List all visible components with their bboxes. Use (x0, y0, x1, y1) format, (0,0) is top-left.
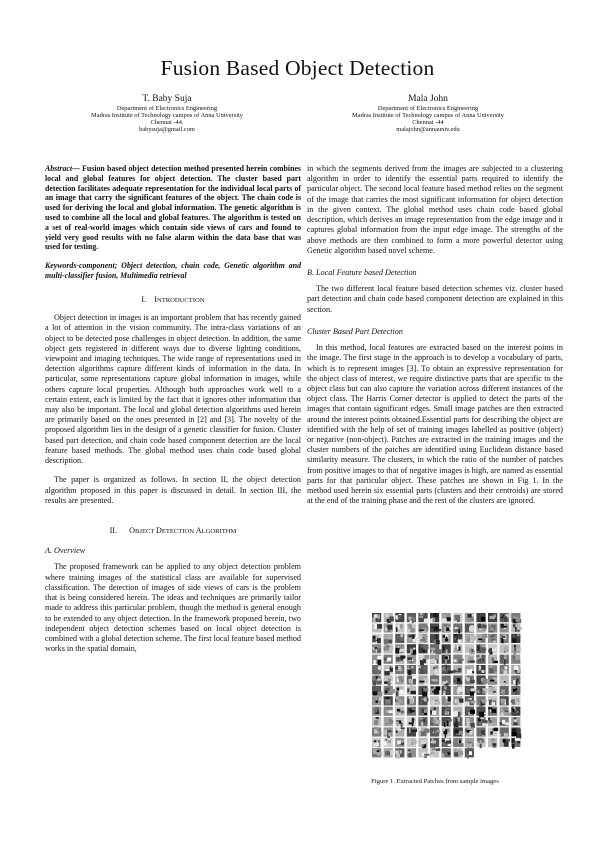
author-city: Chennai -44. (150, 118, 184, 126)
section-number: I. (141, 294, 147, 304)
author-name: T. Baby Suja (142, 94, 192, 104)
section-heading-initial: O (129, 526, 136, 536)
author-institution: Madras Institute of Technology campus of Anna University (352, 111, 504, 119)
keywords: Keywords-component; Object detection, chain code, Genetic algorithm and multi-classifier fusion, Multimedia retrieval (45, 261, 301, 280)
author-email: babysuja@gmail.com (139, 126, 195, 134)
abstract-body: Fusion based object detection method presented herein combines local and global features for object detection. The cluster based part detection facilitates adequate representation for the individual local parts of an image that carry the significant features of the object. The chain code is used for deriving the local and global information. The genetic algorithm is used to combine all the local and global features. The algorithm is tested on a set of real-world images which contain side views of cars and found to yield very good results with no false alarm within the data base that was used for testing. (45, 164, 301, 252)
section-heading-rest: LGORITHM (201, 528, 237, 536)
section-heading-rest: NTRODUCTION (156, 296, 205, 304)
figure-caption: Figure 1. Extracted Patches from sample images (371, 778, 499, 785)
left-column (45, 164, 301, 654)
section-heading-algorithm (45, 526, 301, 536)
patch-grid-image (371, 612, 523, 759)
section-heading-initial: I (154, 294, 157, 304)
section-heading-introduction (45, 295, 301, 305)
subsection-heading-overview: A. Overview (45, 546, 86, 556)
section-heading-initial: A (195, 526, 202, 536)
intro-paragraph-2: The paper is organized as follows. In section II, the object detection algorithm proposed in this paper is discussed in detail. In section III, the results are presented. (45, 475, 301, 505)
right-column (307, 164, 563, 507)
author-department: Department of Electronics Engineering (377, 104, 479, 112)
author-institution: Madras Institute of Technology campus of Anna University (91, 111, 243, 119)
section-heading-rest: ETECTION (161, 528, 196, 536)
author-name: Mala John (408, 94, 448, 104)
abstract-lead: Abstract— (45, 164, 80, 173)
overview-continued-paragraph: in which the segments derived from the images are subjected to a clustering algorithm in order to identify the essential parts required to identify the particular object. The second local feature based method relies on the segment of the image that carries the most significant information for object detection in the given context. The global method uses chain code based global description, which derives an image representation from the edge image and it captures global information from the input edge image. The strengths of the above methods are then combined to form a more powerful detector using Genetic algorithm based novel scheme. (307, 164, 563, 255)
figure-extracted-patches (371, 612, 523, 759)
author-city: Chennai -44 (412, 118, 444, 126)
local-features-paragraph: The two different local feature based detection schemes viz. cluster based part detection and chain code based component detection are explained in this section. (307, 284, 563, 314)
abstract (45, 164, 301, 252)
paper-title: Fusion Based Object Detection (160, 56, 435, 80)
author-block-2 (293, 94, 563, 133)
subsection-heading-cluster: Cluster Based Part Detection (307, 326, 403, 336)
author-department: Department of Electronics Engineering (116, 104, 218, 112)
section-heading-rest: BJECT (135, 528, 156, 536)
cluster-paragraph: In this method, local features are extracted based on the interest points in the image. The first stage in the approach is to develop a vocabulary of parts, which is to represent images [3]. To obtain an expressive representation for the object class of interest, we require distinctive parts that are specific to the object class but can also capture the variation across different instances of the object class. The Harris Corner detector is applied to detect the parts of the images that contain significant edges. Small image patches are then extracted around the interest points obtained.Essential parts for describing the object are identified with the help of set of training images labelled as positive (object) or negative (non-object). Patches are extracted in the training images and the cluster numbers of the patches are identified using Euclidean distance based similarity measure. The clusters, in which the ratio of the number of patches from positive images to that of negative images is high, are named as essential parts for that particular object. These patches are shown in Fig 1. In the method used herein six essential parts (clusters and their centroids) are stored at the end of the training phase and the rest of the clusters are ignored. (307, 343, 563, 506)
section-number: II. (109, 526, 118, 536)
author-block-1 (32, 94, 302, 133)
subsection-heading-local-features: B. Local Feature based Detection (307, 267, 417, 277)
overview-paragraph: The proposed framework can be applied to any object detection problem where training images of the statistical class are available for supervised classification. The detection of images of side views of cars is the problem that is being considered herein. The ideas and techniques are primarily tailor made to address this particular problem, though the method is general enough to be extended to any object detection. In the framework proposed herein, two independent object detection schemes based on local object detection is combined with a global detection scheme. The first local feature based method works in the spatial domain, (45, 562, 301, 654)
author-email: malajohn@annauniv.edu (396, 126, 460, 134)
section-heading-initial: D (155, 526, 162, 536)
intro-paragraph-1: Object detection in images is an important problem that has recently gained a lot of attention in the vision community. The intra-class variations of an object to be detected pose challenges in object detection. In addition, the same object gets registered in different ways due to diverse lighting conditions, viewpoint and imaging techniques. The wide range of representations used in detection algorithms capture different kinds of information in the data. In particular, some representations capture global information in images, while others capture local properties. Although both approaches work well to a certain extent, each is limited by the fact that it ignores other information that may also be important. The local and global detection algorithms used herein are primarily based on the ones presented in [2] and [3]. The novelty of the proposed algorithm lies in the design of a genetic classifier for fusion. Cluster based part detection, and chain code based component detection are the local feature based methods. The global method uses chain code based global description. (45, 313, 301, 466)
